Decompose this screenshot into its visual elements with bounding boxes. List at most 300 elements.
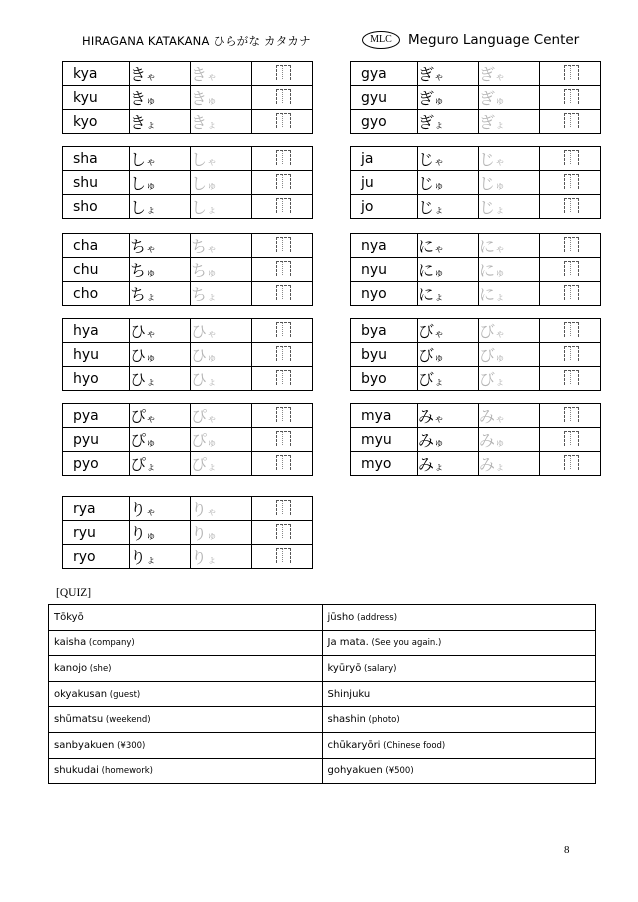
kana-small: ょ — [207, 292, 218, 303]
kana-small: ゅ — [146, 353, 157, 364]
kana-small: ゃ — [207, 157, 218, 168]
writing-guide — [276, 431, 291, 446]
kana-base: ぴ — [191, 455, 208, 474]
kana-small: ょ — [495, 292, 506, 303]
kana-base: じ — [418, 174, 435, 193]
kana-base: ひ — [130, 370, 147, 389]
kana-example-cell — [418, 319, 479, 343]
quiz-cell — [322, 630, 596, 656]
kana-trace-cell — [191, 521, 252, 545]
writing-box-cell[interactable] — [540, 62, 601, 86]
writing-guide — [564, 407, 579, 422]
writing-guide — [564, 370, 579, 385]
kana-base: み — [479, 407, 496, 426]
header-title: HIRAGANA KATAKANA ひらがな カタカナ — [82, 34, 311, 48]
kana-small: ゃ — [434, 157, 445, 168]
writing-box-cell[interactable] — [540, 343, 601, 367]
writing-box-cell[interactable] — [252, 404, 313, 428]
kana-small: ゃ — [207, 507, 218, 518]
romaji-cell: kya — [63, 62, 130, 86]
kana-base: ち — [130, 261, 147, 280]
kana-base: ち — [130, 237, 147, 256]
romaji-cell: cha — [63, 234, 130, 258]
practice-row — [63, 195, 313, 219]
page-header — [0, 33, 638, 53]
kana-trace-cell — [479, 428, 540, 452]
kana-base: ぎ — [479, 89, 496, 108]
quiz-note: (¥300) — [114, 740, 146, 751]
kana-example-cell — [130, 147, 191, 171]
quiz-row — [49, 732, 596, 758]
kana-example-cell — [418, 367, 479, 391]
kana-base: じ — [418, 198, 435, 217]
quiz-cell — [49, 707, 323, 733]
writing-box-cell[interactable] — [252, 367, 313, 391]
kana-base: ぎ — [418, 89, 435, 108]
romaji-cell: gyo — [351, 110, 418, 134]
kana-small: ゃ — [495, 72, 506, 83]
kana-base: に — [418, 261, 435, 280]
writing-box-cell[interactable] — [252, 234, 313, 258]
kana-trace-cell — [191, 343, 252, 367]
kana-small: ょ — [495, 377, 506, 388]
practice-row — [63, 452, 313, 476]
writing-guide — [276, 285, 291, 300]
writing-box-cell[interactable] — [540, 86, 601, 110]
romaji-cell: pya — [63, 404, 130, 428]
quiz-word: kyūryō — [327, 662, 362, 674]
practice-row — [351, 195, 601, 219]
kana-base: り — [130, 548, 147, 567]
practice-row — [351, 452, 601, 476]
writing-guide — [276, 261, 291, 276]
kana-base: き — [130, 89, 147, 108]
quiz-word: kanojo — [54, 662, 88, 674]
kana-example-cell — [130, 195, 191, 219]
practice-row — [351, 110, 601, 134]
kana-example-cell — [130, 404, 191, 428]
kana-trace-cell — [479, 86, 540, 110]
romaji-cell: jo — [351, 195, 418, 219]
kana-example-cell — [130, 234, 191, 258]
quiz-word: sanbyakuen — [54, 739, 115, 751]
writing-box-cell[interactable] — [540, 110, 601, 134]
writing-box-cell[interactable] — [252, 171, 313, 195]
kana-small: ょ — [495, 120, 506, 131]
kana-small: ゅ — [495, 353, 506, 364]
practice-row — [351, 147, 601, 171]
kana-small: ゅ — [207, 353, 218, 364]
kana-base: し — [130, 174, 147, 193]
practice-row — [63, 110, 313, 134]
writing-box-cell[interactable] — [252, 545, 313, 569]
kana-example-cell — [418, 86, 479, 110]
kana-small: ゅ — [434, 438, 445, 449]
kana-base: ひ — [191, 322, 208, 341]
quiz-word: shukudai — [54, 765, 99, 777]
kana-base: び — [479, 346, 496, 365]
writing-box-cell[interactable] — [540, 258, 601, 282]
kana-trace-cell — [479, 171, 540, 195]
practice-group — [350, 318, 601, 391]
kana-base: に — [418, 285, 435, 304]
kana-small: ょ — [146, 120, 157, 131]
kana-small: ゃ — [207, 414, 218, 425]
kana-trace-cell — [479, 452, 540, 476]
kana-small: ゃ — [146, 244, 157, 255]
romaji-cell: byo — [351, 367, 418, 391]
kana-trace-cell — [191, 171, 252, 195]
kana-small: ゅ — [146, 96, 157, 107]
kana-base: し — [130, 150, 147, 169]
practice-row — [351, 404, 601, 428]
kana-example-cell — [130, 497, 191, 521]
writing-box-cell[interactable] — [540, 171, 601, 195]
writing-guide — [276, 500, 291, 515]
practice-group — [62, 496, 313, 569]
writing-guide — [276, 174, 291, 189]
kana-trace-cell — [191, 62, 252, 86]
romaji-cell: cho — [63, 282, 130, 306]
romaji-cell: byu — [351, 343, 418, 367]
kana-example-cell — [418, 282, 479, 306]
kana-base: み — [479, 431, 496, 450]
kana-small: ゅ — [495, 438, 506, 449]
writing-box-cell[interactable] — [252, 452, 313, 476]
quiz-cell — [322, 681, 596, 707]
writing-box-cell[interactable] — [252, 282, 313, 306]
kana-base: ぴ — [130, 455, 147, 474]
school-logo: MLC — [362, 31, 400, 49]
kana-example-cell — [130, 545, 191, 569]
kana-example-cell — [418, 195, 479, 219]
kana-small: ゃ — [146, 414, 157, 425]
writing-guide — [276, 113, 291, 128]
quiz-note: (homework) — [98, 766, 153, 777]
writing-guide — [564, 150, 579, 165]
writing-guide — [564, 174, 579, 189]
kana-base: き — [191, 89, 208, 108]
kana-base: し — [130, 198, 147, 217]
writing-box-cell[interactable] — [540, 428, 601, 452]
kana-base: ぴ — [191, 431, 208, 450]
kana-base: ひ — [130, 322, 147, 341]
kana-small: ゃ — [495, 244, 506, 255]
kana-base: ち — [191, 261, 208, 280]
kana-base: り — [191, 548, 208, 567]
kana-base: び — [418, 322, 435, 341]
kana-trace-cell — [191, 319, 252, 343]
kana-small: ょ — [146, 205, 157, 216]
romaji-cell: gyu — [351, 86, 418, 110]
kana-small: ゃ — [146, 157, 157, 168]
practice-row — [63, 234, 313, 258]
quiz-word: chūkaryōri — [327, 739, 381, 751]
kana-trace-cell — [191, 428, 252, 452]
writing-box-cell[interactable] — [252, 428, 313, 452]
kana-small: ゃ — [434, 329, 445, 340]
quiz-cell — [322, 758, 596, 784]
quiz-note: (address) — [354, 612, 398, 623]
writing-guide — [276, 346, 291, 361]
school-name: Meguro Language Center — [408, 32, 580, 48]
kana-example-cell — [418, 343, 479, 367]
writing-box-cell[interactable] — [252, 521, 313, 545]
quiz-table — [48, 604, 596, 784]
kana-trace-cell — [479, 343, 540, 367]
kana-trace-cell — [479, 282, 540, 306]
practice-row — [63, 62, 313, 86]
kana-base: じ — [479, 174, 496, 193]
kana-trace-cell — [191, 110, 252, 134]
kana-base: じ — [479, 150, 496, 169]
writing-guide — [564, 322, 579, 337]
kana-small: ょ — [146, 377, 157, 388]
romaji-cell: pyu — [63, 428, 130, 452]
writing-box-cell[interactable] — [540, 147, 601, 171]
kana-example-cell — [418, 234, 479, 258]
kana-trace-cell — [479, 110, 540, 134]
quiz-cell — [49, 630, 323, 656]
writing-guide — [276, 455, 291, 470]
practice-row — [63, 147, 313, 171]
page-number: 8 — [564, 844, 570, 856]
romaji-cell: ja — [351, 147, 418, 171]
kana-base: き — [191, 65, 208, 84]
romaji-cell: hyu — [63, 343, 130, 367]
romaji-cell: myu — [351, 428, 418, 452]
quiz-heading: [QUIZ] — [56, 587, 92, 599]
writing-box-cell[interactable] — [252, 195, 313, 219]
writing-guide — [564, 346, 579, 361]
romaji-cell: ryo — [63, 545, 130, 569]
kana-example-cell — [418, 171, 479, 195]
romaji-cell: bya — [351, 319, 418, 343]
quiz-cell — [49, 758, 323, 784]
writing-guide — [564, 285, 579, 300]
kana-base: に — [479, 261, 496, 280]
kana-small: ょ — [146, 292, 157, 303]
kana-base: じ — [479, 198, 496, 217]
kana-base: ひ — [191, 346, 208, 365]
practice-group — [62, 318, 313, 391]
kana-small: ゅ — [207, 181, 218, 192]
quiz-cell — [49, 605, 323, 631]
kana-trace-cell — [191, 195, 252, 219]
kana-base: び — [418, 346, 435, 365]
writing-guide — [276, 198, 291, 213]
writing-guide — [276, 407, 291, 422]
kana-trace-cell — [191, 147, 252, 171]
kana-small: ゅ — [146, 268, 157, 279]
kana-base: ぎ — [418, 65, 435, 84]
practice-row — [63, 497, 313, 521]
practice-group — [62, 146, 313, 219]
kana-small: ゃ — [146, 329, 157, 340]
quiz-word: kaisha — [54, 637, 87, 649]
writing-box-cell[interactable] — [252, 147, 313, 171]
kana-small: ょ — [146, 462, 157, 473]
quiz-word: shashin — [327, 714, 366, 726]
kana-small: ゅ — [207, 438, 218, 449]
quiz-cell — [49, 656, 323, 682]
kana-trace-cell — [479, 258, 540, 282]
kana-small: ょ — [434, 377, 445, 388]
quiz-note: (company) — [86, 638, 135, 649]
kana-example-cell — [130, 171, 191, 195]
quiz-cell — [322, 605, 596, 631]
kana-small: ょ — [146, 555, 157, 566]
kana-example-cell — [418, 428, 479, 452]
kana-base: ち — [191, 237, 208, 256]
romaji-cell: nyo — [351, 282, 418, 306]
quiz-word: Ja mata. — [327, 637, 369, 649]
writing-guide — [564, 237, 579, 252]
kana-base: み — [418, 455, 435, 474]
writing-box-cell[interactable] — [540, 195, 601, 219]
practice-group — [350, 233, 601, 306]
kana-small: ょ — [434, 292, 445, 303]
kana-base: じ — [418, 150, 435, 169]
kana-small: ゅ — [495, 181, 506, 192]
writing-box-cell[interactable] — [252, 343, 313, 367]
practice-row — [351, 171, 601, 195]
kana-base: ぎ — [479, 113, 496, 132]
kana-base: み — [418, 431, 435, 450]
kana-small: ゅ — [146, 438, 157, 449]
kana-trace-cell — [191, 234, 252, 258]
writing-guide — [276, 322, 291, 337]
romaji-cell: shu — [63, 171, 130, 195]
writing-box-cell[interactable] — [252, 319, 313, 343]
kana-trace-cell — [191, 282, 252, 306]
romaji-cell: pyo — [63, 452, 130, 476]
quiz-row — [49, 656, 596, 682]
quiz-note: (salary) — [361, 663, 397, 674]
kana-small: ゃ — [495, 157, 506, 168]
quiz-note: (See you again.) — [368, 638, 442, 649]
kana-base: し — [191, 198, 208, 217]
kana-small: ゅ — [146, 181, 157, 192]
practice-row — [351, 86, 601, 110]
writing-box-cell[interactable] — [252, 497, 313, 521]
quiz-word: Shinjuku — [327, 688, 371, 700]
quiz-note: (she) — [87, 663, 112, 674]
writing-box-cell[interactable] — [540, 452, 601, 476]
quiz-row — [49, 681, 596, 707]
writing-box-cell[interactable] — [540, 367, 601, 391]
kana-small: ょ — [207, 377, 218, 388]
kana-trace-cell — [479, 147, 540, 171]
quiz-row — [49, 605, 596, 631]
quiz-row — [49, 758, 596, 784]
kana-small: ゅ — [434, 96, 445, 107]
practice-row — [63, 171, 313, 195]
practice-row — [351, 428, 601, 452]
practice-row — [63, 258, 313, 282]
practice-row — [63, 545, 313, 569]
practice-row — [351, 367, 601, 391]
quiz-note: (¥500) — [382, 766, 414, 777]
kana-small: ゃ — [146, 72, 157, 83]
kana-small: ょ — [207, 462, 218, 473]
romaji-cell: kyu — [63, 86, 130, 110]
romaji-cell: nya — [351, 234, 418, 258]
romaji-cell: hyo — [63, 367, 130, 391]
writing-guide — [564, 261, 579, 276]
kana-base: ぎ — [418, 113, 435, 132]
practice-group — [62, 403, 313, 476]
practice-row — [351, 62, 601, 86]
writing-guide — [564, 113, 579, 128]
writing-guide — [276, 237, 291, 252]
writing-box-cell[interactable] — [252, 110, 313, 134]
writing-guide — [276, 548, 291, 563]
writing-guide — [276, 370, 291, 385]
kana-base: ぎ — [479, 65, 496, 84]
practice-row — [63, 343, 313, 367]
kana-example-cell — [130, 343, 191, 367]
quiz-note: (Chinese food) — [380, 740, 446, 751]
practice-row — [351, 319, 601, 343]
kana-base: ぴ — [130, 431, 147, 450]
romaji-cell: ryu — [63, 521, 130, 545]
writing-box-cell[interactable] — [540, 404, 601, 428]
kana-small: ゅ — [495, 268, 506, 279]
kana-trace-cell — [191, 452, 252, 476]
kana-base: ひ — [130, 346, 147, 365]
kana-example-cell — [130, 319, 191, 343]
quiz-cell — [322, 656, 596, 682]
kana-small: ょ — [207, 120, 218, 131]
kana-base: ち — [191, 285, 208, 304]
kana-small: ゃ — [434, 72, 445, 83]
writing-box-cell[interactable] — [540, 319, 601, 343]
romaji-cell: kyo — [63, 110, 130, 134]
practice-row — [63, 428, 313, 452]
writing-box-cell[interactable] — [252, 86, 313, 110]
quiz-note: (photo) — [365, 715, 400, 726]
kana-base: に — [479, 285, 496, 304]
writing-box-cell[interactable] — [252, 62, 313, 86]
kana-small: ゅ — [207, 531, 218, 542]
kana-small: ゃ — [146, 507, 157, 518]
kana-example-cell — [130, 86, 191, 110]
quiz-word: shūmatsu — [54, 714, 104, 726]
kana-base: り — [191, 524, 208, 543]
kana-example-cell — [418, 258, 479, 282]
kana-base: み — [418, 407, 435, 426]
romaji-cell: ju — [351, 171, 418, 195]
writing-box-cell[interactable] — [540, 234, 601, 258]
kana-trace-cell — [191, 404, 252, 428]
writing-guide — [276, 524, 291, 539]
writing-box-cell[interactable] — [252, 258, 313, 282]
kana-example-cell — [130, 452, 191, 476]
kana-trace-cell — [479, 404, 540, 428]
kana-small: ゅ — [434, 353, 445, 364]
kana-base: に — [418, 237, 435, 256]
kana-base: き — [130, 65, 147, 84]
writing-guide — [564, 198, 579, 213]
kana-base: し — [191, 150, 208, 169]
romaji-cell: gya — [351, 62, 418, 86]
kana-small: ょ — [207, 205, 218, 216]
kana-small: ゅ — [434, 181, 445, 192]
writing-box-cell[interactable] — [540, 282, 601, 306]
kana-example-cell — [130, 62, 191, 86]
kana-base: り — [191, 500, 208, 519]
